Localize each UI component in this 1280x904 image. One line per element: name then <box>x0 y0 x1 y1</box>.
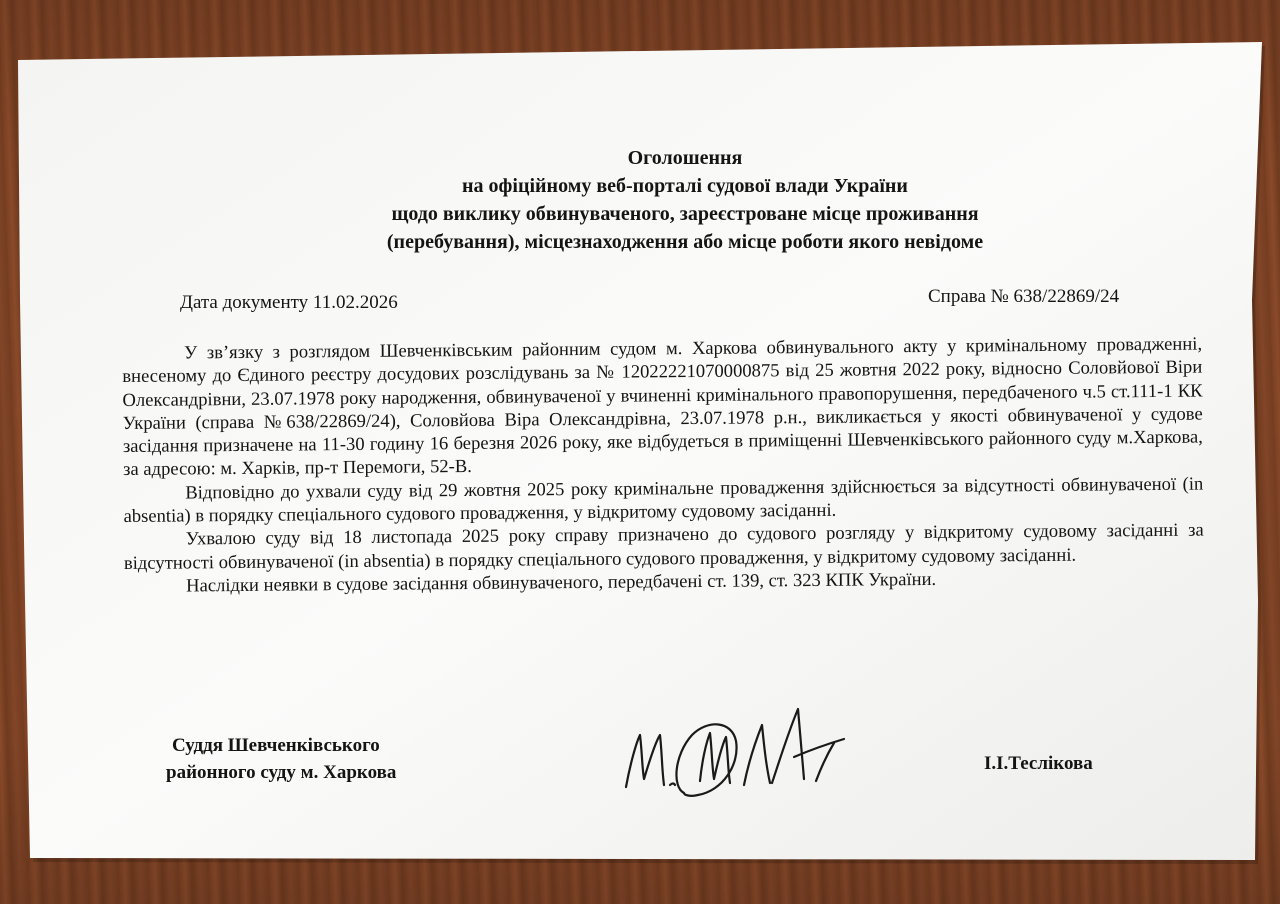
announcement-subtitle-line-3: (перебування), місцезнаходження або місце роботи якого невідоме <box>386 231 984 253</box>
announcement-subtitle-line-2: щодо виклику обвинуваченого, зареєстроване місце проживання <box>391 203 979 225</box>
case-number: Справа № 638/22869/24 <box>928 286 1120 307</box>
paragraph-in-absentia: Відповідно до ухвали суду від 29 жовтня 2025 року кримінальне провадження здійснюється за відсутності обвинуваченої (in absentia) в порядку спеціального судового провадження, у відкритому судовому засіданні. <box>123 473 1204 528</box>
document-date: Дата документу 11.02.2026 <box>180 292 398 313</box>
announcement-subtitle-line-1: на офіційному веб-порталі судової влади України <box>462 175 908 197</box>
judge-title-line-1: Суддя Шевченківського <box>172 735 380 756</box>
judge-title-line-2: районного суду м. Харкова <box>166 762 397 783</box>
announcement-body <box>122 333 1204 599</box>
announcement-title: Оголошення <box>627 147 743 169</box>
handwritten-signature <box>612 695 862 805</box>
paragraph-summons: У зв’язку з розглядом Шевченківським районним судом м. Харкова обвинувального акту у кримінальному провадженні, внесеному до Єдиного реєстру досудових розслідувань за № 12022221070000875 від 25 жовтня 2022 року, відносно Соловйової Віри Олександрівни, 23.07.1978 року народження, обвинуваченої у вчиненні кримінального правопорушення, передбаченого ч.5 ст.111-1 КК України (справа №638/22869/24), Соловйова Віра Олександрівна, 23.07.1978 р.н., викликається у якості обвинуваченої у судове засідання призначене на 11-30 годину 16 березня 2026 року, яке відбудеться в приміщенні Шевченківського районного суду м.Харкова, за адресою: м. Харків, пр-т Перемоги, 52-В. <box>122 333 1203 481</box>
paragraph-consequences: Наслідки неявки в судове засідання обвинуваченого, передбачені ст. 139, ст. 323 КПК України. <box>186 568 937 597</box>
paragraph-trial-order: Ухвалою суду від 18 листопада 2025 року справу призначено до судового розгляду у відкритому судовому засіданні за відсутності обвинуваченої (in absentia) в порядку спеціального судового провадження, у відкритому судовому засіданні. <box>123 519 1204 574</box>
judge-name: І.І.Теслікова <box>984 753 1093 774</box>
